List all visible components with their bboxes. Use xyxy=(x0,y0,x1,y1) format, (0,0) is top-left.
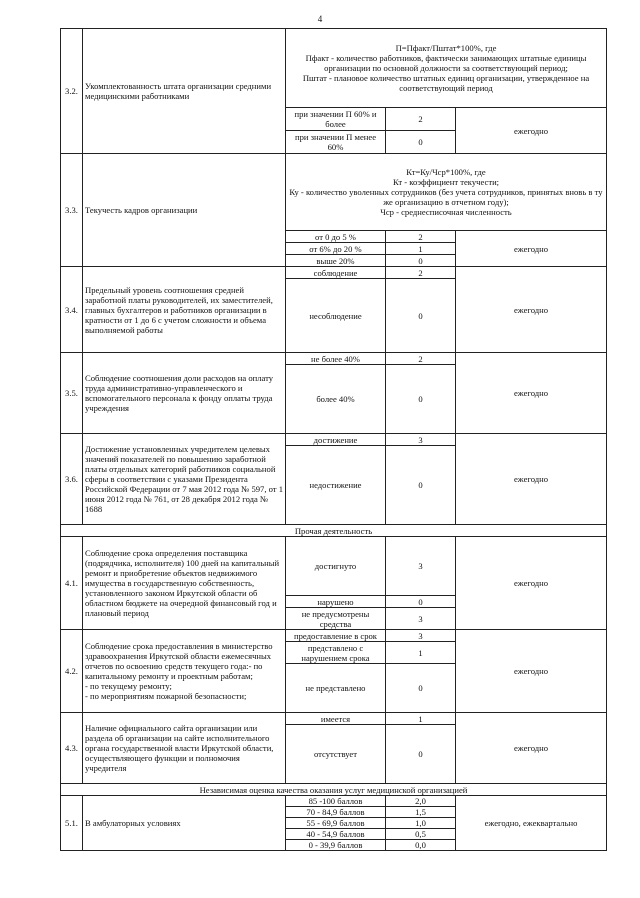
condition-label: 55 - 69,9 баллов xyxy=(286,818,386,829)
formula-def: Пштат - плановое количество штатных единиц организации, утвержденное на соответствующий период xyxy=(302,73,590,93)
frequency: ежегодно xyxy=(456,353,607,434)
formula-def: Ку - количество уволенных сотрудников (без учета сотрудников, принятых вновь в ту же организацию в отчетном году); xyxy=(289,187,603,207)
page-number: 4 xyxy=(317,14,323,24)
frequency: ежегодно xyxy=(456,537,607,630)
condition-label: при значении П менее 60% xyxy=(286,131,386,154)
table-row xyxy=(61,796,607,807)
frequency: ежегодно xyxy=(456,108,607,154)
condition-label: 85 -100 баллов xyxy=(286,796,386,807)
condition-label: 0 - 39,9 баллов xyxy=(286,840,386,851)
condition-score: 3 xyxy=(386,537,456,596)
condition-label: 70 - 84,9 баллов xyxy=(286,807,386,818)
condition-score: 0 xyxy=(386,131,456,154)
criterion-name: Предельный уровень соотношения средней заработной платы руководителей, их заместителей, главных бухгалтеров и работников организации в кратности от 1 до 6 с учетом сложности и объема выполняемой работы xyxy=(83,267,286,353)
criterion-name: Укомплектованность штата организации средними медицинскими работниками xyxy=(83,29,286,154)
condition-label: достижение xyxy=(286,434,386,446)
formula-def: Чср - среднесписочная численность xyxy=(380,207,512,217)
frequency: ежегодно xyxy=(456,267,607,353)
criterion-name: Достижение установленных учредителем целевых значений показателей по повышению заработной платы отдельных категорий работников социальной сферы в соответствии с указами Президента Российской Федерации от 7 мая 2012 года № 597, от 1 июня 2012 года № 761, от 28 декабря 2012 года № 1688 xyxy=(83,434,286,525)
condition-score: 1,0 xyxy=(386,818,456,829)
condition-score: 2 xyxy=(386,231,456,243)
condition-score: 2 xyxy=(386,108,456,131)
condition-score: 3 xyxy=(386,630,456,642)
row-number: 3.2. xyxy=(61,29,83,154)
condition-label: не предусмотрены средства xyxy=(286,608,386,630)
condition-label: соблюдение xyxy=(286,267,386,279)
condition-score: 2 xyxy=(386,353,456,365)
condition-score: 0 xyxy=(386,365,456,434)
condition-score: 3 xyxy=(386,608,456,630)
row-number: 4.3. xyxy=(61,713,83,784)
condition-label: несоблюдение xyxy=(286,279,386,353)
condition-score: 0 xyxy=(386,279,456,353)
condition-label: выше 20% xyxy=(286,255,386,267)
condition-score: 1 xyxy=(386,243,456,255)
condition-label: при значении П 60% и более xyxy=(286,108,386,131)
condition-label: нарушено xyxy=(286,596,386,608)
frequency: ежегодно xyxy=(456,434,607,525)
row-number: 3.3. xyxy=(61,154,83,267)
condition-label: представлено с нарушением срока xyxy=(286,642,386,664)
condition-label: недостижение xyxy=(286,446,386,525)
table-row xyxy=(61,434,607,446)
condition-label: предоставление в срок xyxy=(286,630,386,642)
condition-score: 0 xyxy=(386,255,456,267)
condition-score: 0 xyxy=(386,725,456,784)
condition-label: от 0 до 5 % xyxy=(286,231,386,243)
row-number: 4.2. xyxy=(61,630,83,713)
condition-score: 0 xyxy=(386,446,456,525)
criterion-formula-block xyxy=(286,29,607,108)
criterion-name: Наличие официального сайта организации или раздела об организации на сайте исполнительного органа государственной власти Иркутской области, осуществляющего функции и полномочия учредителя xyxy=(83,713,286,784)
criterion-name: Соблюдение срока определения поставщика (подрядчика, исполнителя) 100 дней на капитальный ремонт и приобретение объектов недвижимого имущества в государственную собственность, установленного законом Иркутской области об областном бюджете на очередной финансовый год и плановый период xyxy=(83,537,286,630)
condition-label: не более 40% xyxy=(286,353,386,365)
condition-score: 3 xyxy=(386,434,456,446)
condition-score: 0 xyxy=(386,664,456,713)
condition-score: 0 xyxy=(386,596,456,608)
criterion-name: Соблюдение соотношения доли расходов на оплату труда административно-управленческого и вспомогательного персонала к фонду оплаты труда учреждения xyxy=(83,353,286,434)
table-row xyxy=(61,630,607,642)
condition-label: 40 - 54,9 баллов xyxy=(286,829,386,840)
condition-score: 1,5 xyxy=(386,807,456,818)
criterion-name: Соблюдение срока предоставления в министерство здравоохранения Иркутской области ежемесячных отчетов по освоению средств текущего года:- по капитальному ремонту и проектным работам; - по текущему ремонту; - по мероприятиям пожарной безопасности; xyxy=(83,630,286,713)
condition-label: от 6% до 20 % xyxy=(286,243,386,255)
table-row xyxy=(61,525,607,537)
row-number: 3.5. xyxy=(61,353,83,434)
formula-def: Кт - коэффициент текучести; xyxy=(392,177,500,187)
condition-score: 1 xyxy=(386,642,456,664)
condition-score: 1 xyxy=(386,713,456,725)
row-number: 3.6. xyxy=(61,434,83,525)
condition-score: 2,0 xyxy=(386,796,456,807)
frequency: ежегодно, ежеквартально xyxy=(456,796,607,851)
condition-label: достигнуто xyxy=(286,537,386,596)
row-number: 4.1. xyxy=(61,537,83,630)
table-row xyxy=(61,713,607,725)
section-heading: Прочая деятельность xyxy=(61,525,607,537)
condition-score: 0,5 xyxy=(386,829,456,840)
criterion-name: Текучесть кадров организации xyxy=(83,154,286,267)
condition-label: имеется xyxy=(286,713,386,725)
table-row xyxy=(61,154,607,231)
formula-def: Пфакт - количество работников, фактически занимающих штатные единицы организации по основной должности за соответствующий период; xyxy=(305,53,587,73)
table-row xyxy=(61,29,607,108)
section-heading: Независимая оценка качества оказания услуг медицинской организацией xyxy=(61,784,607,796)
row-number: 5.1. xyxy=(61,796,83,851)
row-number: 3.4. xyxy=(61,267,83,353)
condition-score: 0,0 xyxy=(386,840,456,851)
table-row xyxy=(61,784,607,796)
table-row xyxy=(61,267,607,279)
table-row xyxy=(61,353,607,365)
condition-label: не представлено xyxy=(286,664,386,713)
frequency: ежегодно xyxy=(456,630,607,713)
criterion-formula-block xyxy=(286,154,607,231)
condition-label: более 40% xyxy=(286,365,386,434)
table-row xyxy=(61,537,607,596)
condition-score: 2 xyxy=(386,267,456,279)
frequency: ежегодно xyxy=(456,231,607,267)
formula: Кт=Ку/Чср*100%, где xyxy=(406,167,486,177)
condition-label: отсутствует xyxy=(286,725,386,784)
frequency: ежегодно xyxy=(456,713,607,784)
criteria-table xyxy=(60,28,607,851)
formula: П=Пфакт/Пштат*100%, где xyxy=(395,43,497,53)
criterion-name: В амбулаторных условиях xyxy=(83,796,286,851)
